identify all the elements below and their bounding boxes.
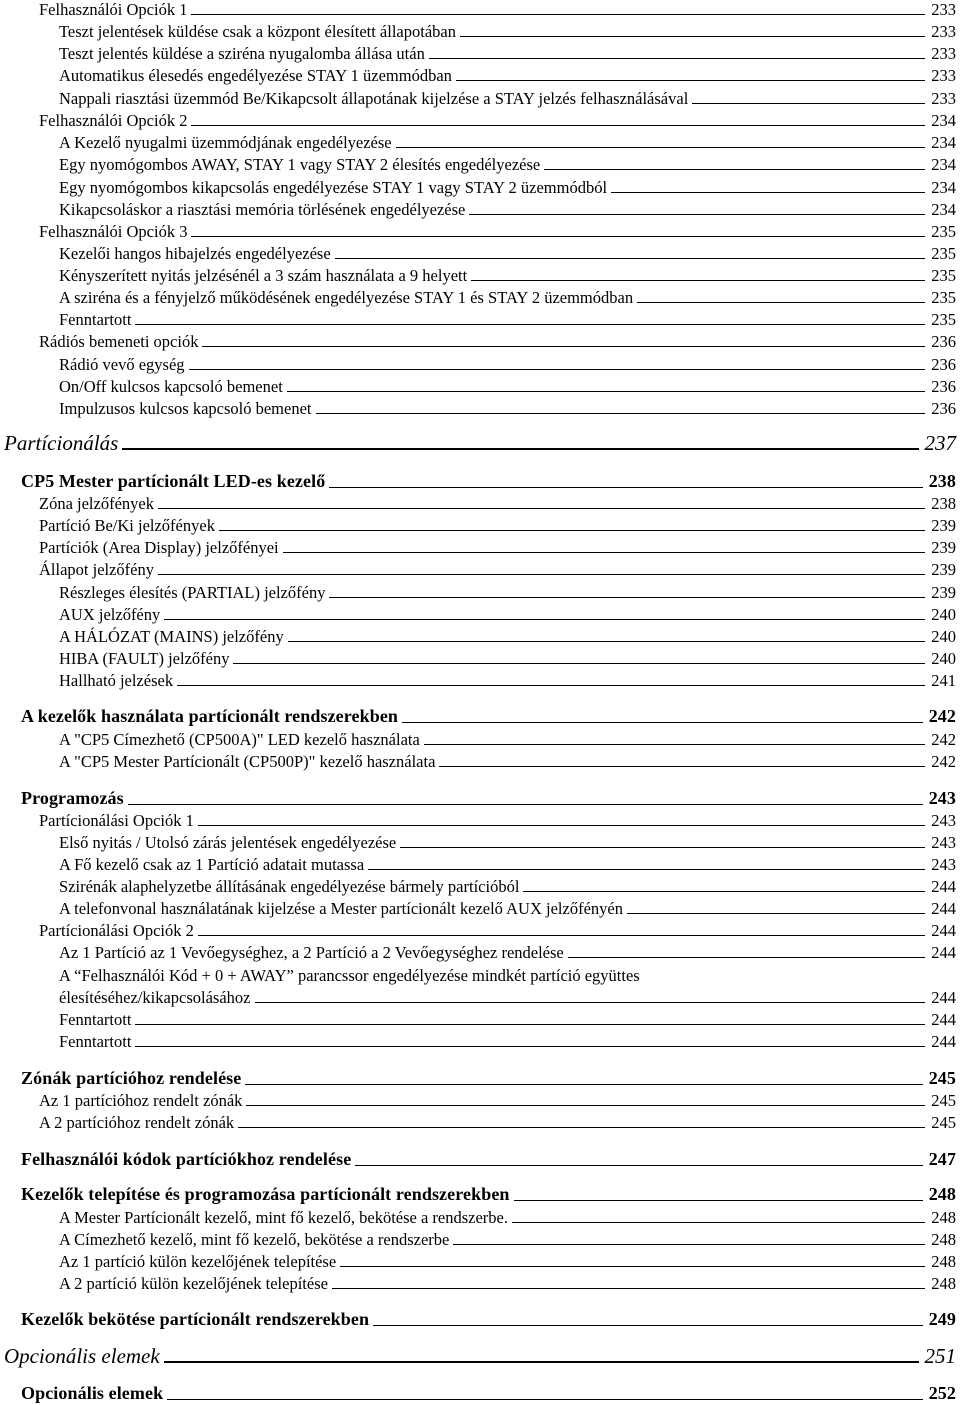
toc-entry[interactable] (59, 899, 956, 918)
toc-entry-title: Automatikus élesedés engedélyezése STAY 1 üzemmódban (59, 66, 452, 85)
toc-entry[interactable] (39, 538, 956, 557)
toc-leader-line (191, 14, 925, 15)
toc-leader-line (122, 448, 918, 450)
toc-entry[interactable] (59, 355, 956, 374)
toc-entry[interactable] (59, 133, 956, 152)
toc-entry-title: A 2 partíció külön kezelőjének telepítése (59, 1274, 328, 1293)
toc-section[interactable] (21, 1183, 956, 1205)
toc-entry-title: A Mester Partícionált kezelő, mint fő kezelő, bekötése a rendszerbe. (59, 1208, 508, 1227)
toc-leader-line (128, 804, 923, 805)
toc-entry[interactable] (39, 516, 956, 535)
toc-entry-title: Nappali riasztási üzemmód Be/Kikapcsolt állapotának kijelzése a STAY jelzés felhasználásával (59, 89, 689, 108)
toc-entry[interactable] (59, 671, 956, 690)
toc-entry[interactable] (59, 66, 956, 85)
toc-page-number: 252 (928, 1383, 956, 1403)
toc-page-number: 235 (931, 310, 956, 329)
toc-page-number: 238 (928, 471, 956, 491)
toc-leader-line (512, 1222, 925, 1223)
toc-entry-title: A 2 partícióhoz rendelt zónák (39, 1113, 235, 1132)
toc-entry[interactable] (59, 155, 956, 174)
toc-page-number: 240 (931, 605, 956, 624)
toc-page-number: 235 (931, 266, 956, 285)
toc-entry-title: Rádió vevő egység (59, 355, 185, 374)
toc-page-number: 235 (931, 288, 956, 307)
toc-entry[interactable] (39, 560, 956, 579)
toc-page-number: 235 (931, 222, 956, 241)
toc-entry[interactable] (59, 1208, 956, 1227)
toc-entry-title: A Fő kezelő csak az 1 Partíció adatait mutassa (59, 855, 365, 874)
toc-leader-line (692, 103, 925, 104)
toc-entry-title: Teszt jelentés küldése a sziréna nyugalomba állása után (59, 44, 425, 63)
toc-entry-title: Kezelői hangos hibajelzés engedélyezése (59, 244, 331, 263)
toc-entry[interactable] (59, 649, 956, 668)
toc-page-number: 248 (931, 1252, 956, 1271)
toc-entry-title: Impulzusos kulcsos kapcsoló bemenet (59, 399, 312, 418)
toc-leader-line (164, 1361, 919, 1363)
toc-page-number: 233 (931, 0, 956, 19)
toc-page-number: 242 (928, 706, 956, 726)
toc-section[interactable] (21, 787, 956, 809)
toc-entry-title: Az 1 Partíció az 1 Vevőegységhez, a 2 Partíció a 2 Vevőegységhez rendelése (59, 943, 564, 962)
toc-leader-line (355, 1165, 922, 1166)
toc-leader-line (191, 125, 925, 126)
toc-page-number: 240 (931, 649, 956, 668)
toc-page-number: 243 (931, 811, 956, 830)
toc-entry[interactable] (59, 178, 956, 197)
toc-page-number: 243 (931, 833, 956, 852)
toc-leader-line (219, 530, 925, 531)
toc-leader-line (402, 722, 923, 723)
toc-page-number: 233 (931, 89, 956, 108)
toc-entry[interactable] (59, 288, 956, 307)
toc-chapter-title: Partícionálás (4, 431, 119, 455)
toc-entry[interactable] (59, 833, 956, 852)
toc-page-number: 237 (924, 431, 956, 455)
toc-entry[interactable] (59, 988, 956, 1007)
toc-entry-title: Egy nyomógombos kikapcsolás engedélyezése STAY 1 vagy STAY 2 üzemmódból (59, 178, 608, 197)
toc-page-number: 236 (931, 355, 956, 374)
toc-entry[interactable] (59, 752, 956, 771)
toc-section[interactable] (21, 1067, 956, 1089)
toc-section[interactable] (21, 1382, 956, 1404)
toc-leader-line (191, 236, 925, 237)
toc-leader-line (544, 169, 925, 170)
toc-leader-line (453, 1244, 925, 1245)
toc-page-number: 244 (931, 921, 956, 940)
toc-leader-line (456, 80, 925, 81)
toc-page-number: 244 (931, 1010, 956, 1029)
toc-entry-title: A Címezhető kezelő, mint fő kezelő, bekötése a rendszerbe (59, 1230, 450, 1249)
toc-entry[interactable] (59, 627, 956, 646)
toc-page-number: 238 (931, 494, 956, 513)
toc-page-number: 234 (931, 178, 956, 197)
toc-page-number: 236 (931, 377, 956, 396)
toc-leader-line (368, 869, 925, 870)
toc-entry[interactable] (39, 0, 956, 19)
toc-entry[interactable] (59, 855, 956, 874)
toc-leader-line (568, 957, 926, 958)
toc-section-title: CP5 Mester partícionált LED-es kezelő (21, 471, 326, 491)
toc-page-number: 251 (924, 1344, 956, 1368)
toc-entry-title: A Kezelő nyugalmi üzemmódjának engedélyezése (59, 133, 392, 152)
toc-page-number: 244 (931, 1032, 956, 1051)
toc-entry[interactable] (39, 222, 956, 241)
toc-leader-line (329, 487, 922, 488)
toc-entry[interactable] (59, 1010, 956, 1029)
toc-leader-line (135, 1024, 925, 1025)
toc-leader-line (233, 663, 925, 664)
toc-entry-title: Fenntartott (59, 1010, 132, 1029)
toc-entry-title: Rádiós bemeneti opciók (39, 332, 199, 351)
toc-entry-title: Teszt jelentések küldése csak a központ élesített állapotában (59, 22, 456, 41)
toc-leader-line (167, 1399, 922, 1400)
toc-leader-line (238, 1127, 925, 1128)
toc-page-number: 248 (931, 1230, 956, 1249)
toc-page-number: 248 (928, 1184, 956, 1204)
toc-page-number: 243 (928, 788, 956, 808)
toc-entry-title: A "CP5 Címezhető (CP500A)" LED kezelő használata (59, 730, 420, 749)
toc-entry-title: Az 1 partíció külön kezelőjének telepítése (59, 1252, 337, 1271)
toc-entry-title: Partícionálási Opciók 2 (39, 921, 194, 940)
toc-page-number: 245 (931, 1091, 956, 1110)
toc-entry-title: On/Off kulcsos kapcsoló bemenet (59, 377, 283, 396)
toc-entry-title: A “Felhasználói Kód + 0 + AWAY” parancssor engedélyezése mindkét partíció együttes (59, 966, 640, 985)
toc-page-number: 234 (931, 111, 956, 130)
toc-entry-title: Felhasználói Opciók 1 (39, 0, 188, 19)
toc-page-number: 244 (931, 877, 956, 896)
toc-entry-title: Zóna jelzőfények (39, 494, 154, 513)
toc-entry-title: A HÁLÓZAT (MAINS) jelzőfény (59, 627, 284, 646)
toc-entry[interactable] (59, 1274, 956, 1293)
toc-page-number: 233 (931, 44, 956, 63)
toc-entry[interactable] (59, 605, 956, 624)
toc-entry-title: Partíció Be/Ki jelzőfények (39, 516, 215, 535)
toc-entry[interactable] (59, 730, 956, 749)
toc-entry[interactable] (39, 1113, 956, 1132)
toc-entry-title: Egy nyomógombos AWAY, STAY 1 vagy STAY 2 élesítés engedélyezése (59, 155, 541, 174)
toc-leader-line (373, 1325, 923, 1326)
toc-entry[interactable] (59, 244, 956, 263)
toc-entry[interactable] (39, 111, 956, 130)
toc-section[interactable] (21, 1148, 956, 1170)
toc-entry[interactable] (39, 1091, 956, 1110)
toc-entry-title: Fenntartott (59, 1032, 132, 1051)
toc-leader-line (400, 847, 925, 848)
toc-section-title: Kezelők bekötése partícionált rendszerekben (21, 1309, 370, 1329)
toc-page-number: 240 (931, 627, 956, 646)
toc-page-number: 239 (931, 516, 956, 535)
toc-page-number: 234 (931, 155, 956, 174)
toc-section-title: Felhasználói kódok partíciókhoz rendelése (21, 1149, 352, 1169)
toc-leader-line (158, 508, 925, 509)
toc-section-title: Kezelők telepítése és programozása partícionált rendszerekben (21, 1184, 510, 1204)
toc-leader-line (424, 744, 925, 745)
toc-entry-title: Hallható jelzések (59, 671, 174, 690)
toc-leader-line (627, 913, 925, 914)
toc-leader-line (198, 935, 925, 936)
toc-page-number: 235 (931, 244, 956, 263)
toc-leader-line (283, 552, 926, 553)
toc-leader-line (287, 391, 925, 392)
toc-entry-title: Partícionálási Opciók 1 (39, 811, 194, 830)
toc-page-number: 249 (928, 1309, 956, 1329)
toc-leader-line (514, 1200, 923, 1201)
toc-leader-line (158, 574, 925, 575)
toc-entry-title: Kikapcsoláskor a riasztási memória törlésének engedélyezése (59, 200, 466, 219)
toc-entry-title: Felhasználói Opciók 2 (39, 111, 188, 130)
toc-page-number: 233 (931, 22, 956, 41)
toc-entry[interactable] (59, 1032, 956, 1051)
toc-entry-title: HIBA (FAULT) jelzőfény (59, 649, 230, 668)
toc-page-number: 239 (931, 583, 956, 602)
toc-leader-line (135, 1046, 925, 1047)
toc-leader-line (429, 58, 925, 59)
toc-entry[interactable] (59, 399, 956, 418)
toc-entry[interactable] (59, 22, 956, 41)
toc-entry-title: Kényszerített nyitás jelzésénél a 3 szám használata a 9 helyett (59, 266, 468, 285)
toc-chapter[interactable] (4, 431, 956, 455)
toc-leader-line (329, 597, 925, 598)
toc-chapter-title: Opcionális elemek (4, 1344, 160, 1368)
toc-entry[interactable] (59, 44, 956, 63)
toc-page-number: 242 (931, 752, 956, 771)
toc-entry-title: Az 1 partícióhoz rendelt zónák (39, 1091, 243, 1110)
toc-entry-title: Szirénák alaphelyzetbe állításának engedélyezése bármely partícióból (59, 877, 520, 896)
toc-leader-line (189, 369, 926, 370)
toc-leader-line (332, 1288, 925, 1289)
toc-entry[interactable] (59, 1252, 956, 1271)
toc-page-number: 244 (931, 899, 956, 918)
toc-leader-line (316, 413, 926, 414)
toc-leader-line (177, 685, 925, 686)
toc-section-title: Programozás (21, 788, 124, 808)
toc-leader-line (439, 766, 925, 767)
toc-leader-line (288, 641, 926, 642)
toc-leader-line (202, 346, 925, 347)
toc-leader-line (396, 147, 926, 148)
toc-entry[interactable] (59, 310, 956, 329)
toc-leader-line (135, 324, 925, 325)
toc-page-number: 234 (931, 200, 956, 219)
toc-entry[interactable] (39, 494, 956, 513)
toc-entry[interactable] (59, 943, 956, 962)
toc-page-number: 242 (931, 730, 956, 749)
toc-entry-title: A sziréna és a fényjelző működésének engedélyezése STAY 1 és STAY 2 üzemmódban (59, 288, 634, 307)
toc-page-number: 244 (931, 988, 956, 1007)
toc-entry[interactable] (39, 332, 956, 351)
toc-page-number: 245 (928, 1068, 956, 1088)
toc-section[interactable] (21, 705, 956, 727)
toc-entry-title: A telefonvonal használatának kijelzése a Mester partícionált kezelő AUX jelzőfényén (59, 899, 623, 918)
toc-leader-line (611, 192, 925, 193)
toc-leader-line (198, 825, 925, 826)
toc-section-title: Opcionális elemek (21, 1383, 164, 1403)
toc-leader-line (637, 302, 925, 303)
toc-page-number: 234 (931, 133, 956, 152)
toc-entry-title: élesítéséhez/kikapcsolásához (59, 988, 251, 1007)
toc-entry-title: Felhasználói Opciók 3 (39, 222, 188, 241)
toc-entry[interactable] (59, 89, 956, 108)
toc-entry[interactable] (59, 377, 956, 396)
toc-page-number: 248 (931, 1208, 956, 1227)
toc-page-number: 239 (931, 560, 956, 579)
toc-entry[interactable] (59, 966, 956, 985)
toc-entry[interactable] (39, 811, 956, 830)
toc-page-number: 236 (931, 399, 956, 418)
toc-leader-line (164, 619, 925, 620)
toc-leader-line (255, 1002, 926, 1003)
toc-page-number: 233 (931, 66, 956, 85)
toc-chapter[interactable] (4, 1344, 956, 1368)
toc-leader-line (335, 258, 926, 259)
toc-leader-line (523, 891, 925, 892)
toc-entry-title: Partíciók (Area Display) jelzőfényei (39, 538, 279, 557)
toc-page-number: 247 (928, 1149, 956, 1169)
toc-section-title: A kezelők használata partícionált rendszerekben (21, 706, 399, 726)
toc-page-number: 236 (931, 332, 956, 351)
toc-leader-line (460, 36, 925, 37)
toc-page-number: 243 (931, 855, 956, 874)
toc-page-number: 245 (931, 1113, 956, 1132)
toc-entry-title: Fenntartott (59, 310, 132, 329)
toc-leader-line (246, 1105, 925, 1106)
toc-leader-line (340, 1266, 925, 1267)
toc-leader-line (471, 280, 925, 281)
toc-entry[interactable] (59, 877, 956, 896)
toc-page-number: 244 (931, 943, 956, 962)
toc-entry[interactable] (59, 266, 956, 285)
toc-entry[interactable] (59, 1230, 956, 1249)
toc-page-number: 241 (931, 671, 956, 690)
toc-entry-title: AUX jelzőfény (59, 605, 161, 624)
toc-section[interactable] (21, 470, 956, 492)
toc-leader-line (245, 1084, 922, 1085)
toc-entry-title: Részleges élesítés (PARTIAL) jelzőfény (59, 583, 326, 602)
toc-entry[interactable] (59, 200, 956, 219)
toc-leader-line (469, 214, 925, 215)
toc-section-title: Zónák partícióhoz rendelése (21, 1068, 242, 1088)
toc-page-number: 239 (931, 538, 956, 557)
toc-entry-title: Állapot jelzőfény (39, 560, 155, 579)
toc-page-number: 248 (931, 1274, 956, 1293)
toc-entry-title: Első nyitás / Utolsó zárás jelentések engedélyezése (59, 833, 397, 852)
toc-entry-title: A "CP5 Mester Partícionált (CP500P)" kezelő használata (59, 752, 436, 771)
toc-section[interactable] (21, 1308, 956, 1330)
toc-entry[interactable] (59, 583, 956, 602)
toc-entry[interactable] (39, 921, 956, 940)
